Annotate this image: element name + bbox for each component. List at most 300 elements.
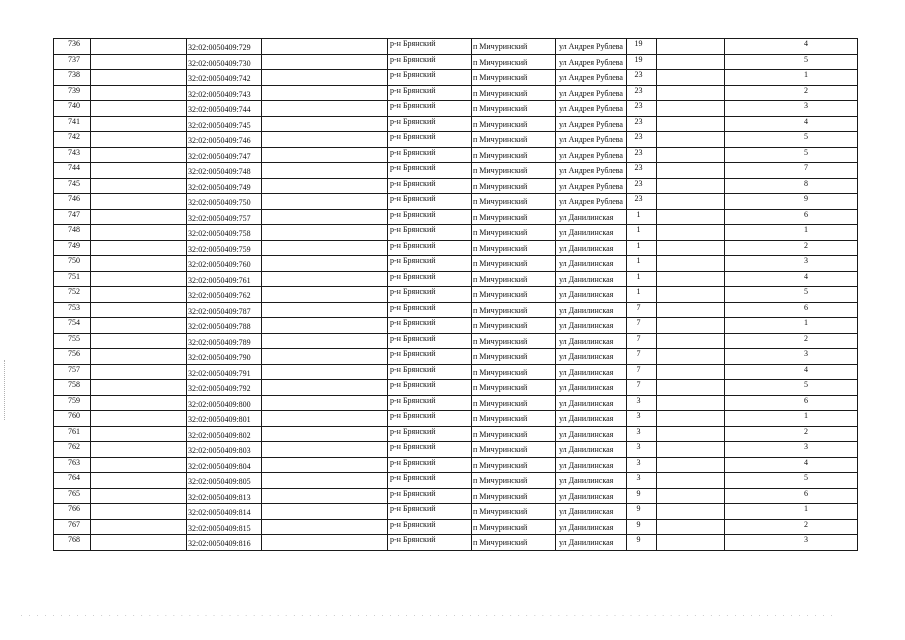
empty-cell-cell bbox=[262, 519, 388, 535]
apartment-number: 6 bbox=[804, 302, 808, 312]
street-cell bbox=[556, 395, 627, 411]
settlement-cell bbox=[472, 209, 556, 225]
empty-cell-cell bbox=[91, 225, 187, 241]
row-number: 755 bbox=[68, 333, 80, 343]
empty-cell-cell bbox=[91, 39, 187, 55]
street-cell bbox=[556, 457, 627, 473]
settlement: п Мичуринский bbox=[473, 414, 528, 423]
cadastral-number: 32:02:0050409:792 bbox=[188, 384, 251, 393]
row-number: 759 bbox=[68, 395, 80, 405]
district: р-н Брянский bbox=[390, 271, 436, 281]
empty-cell-cell bbox=[91, 163, 187, 179]
cadastral-number: 32:02:0050409:788 bbox=[188, 322, 251, 331]
row-number: 741 bbox=[68, 116, 80, 126]
street: ул Андрея Рублева bbox=[559, 197, 623, 206]
empty-cell-cell bbox=[91, 70, 187, 86]
district-cell bbox=[388, 54, 472, 70]
apartment-number: 2 bbox=[804, 426, 808, 436]
apartment-number-cell bbox=[725, 488, 858, 504]
settlement: п Мичуринский bbox=[473, 166, 528, 175]
house-number-cell bbox=[627, 163, 657, 179]
row-number-cell bbox=[54, 442, 91, 458]
apartment-number: 5 bbox=[804, 54, 808, 64]
street-cell bbox=[556, 302, 627, 318]
row-number-cell bbox=[54, 395, 91, 411]
table-row bbox=[54, 519, 858, 535]
empty-cell-cell bbox=[262, 395, 388, 411]
cadastral-number: 32:02:0050409:787 bbox=[188, 306, 251, 316]
empty-cell-cell bbox=[91, 147, 187, 163]
empty-cell-cell bbox=[262, 349, 388, 365]
settlement: п Мичуринский bbox=[473, 181, 528, 191]
row-number-cell bbox=[54, 318, 91, 334]
apartment-number-cell bbox=[725, 364, 858, 380]
district-cell bbox=[388, 519, 472, 535]
row-number-cell bbox=[54, 101, 91, 117]
cadastral-number-cell bbox=[187, 194, 262, 210]
apartment-number: 9 bbox=[804, 194, 808, 203]
empty-cell-cell bbox=[91, 411, 187, 427]
settlement-cell bbox=[472, 85, 556, 101]
cadastral-number: 32:02:0050409:816 bbox=[188, 539, 251, 548]
row-number-cell bbox=[54, 380, 91, 396]
row-number-cell bbox=[54, 147, 91, 163]
row-number-cell bbox=[54, 411, 91, 427]
apartment-number: 1 bbox=[804, 504, 808, 513]
cadastral-number: 32:02:0050409:791 bbox=[188, 368, 251, 378]
empty-cell-cell bbox=[657, 147, 725, 163]
settlement: п Мичуринский bbox=[473, 538, 528, 547]
empty-cell-cell bbox=[262, 101, 388, 117]
house-number-cell bbox=[627, 240, 657, 256]
cadastral-number-cell bbox=[187, 132, 262, 148]
house-number-cell bbox=[627, 318, 657, 334]
street-cell bbox=[556, 271, 627, 287]
street-cell bbox=[556, 70, 627, 86]
house-number-cell bbox=[627, 411, 657, 427]
street: ул Андрея Рублева bbox=[559, 181, 623, 191]
street: ул Данилинская bbox=[559, 305, 614, 315]
apartment-number-cell bbox=[725, 535, 858, 551]
house-number: 3 bbox=[636, 442, 641, 451]
table-row bbox=[54, 380, 858, 396]
house-number-cell bbox=[627, 101, 657, 117]
street-cell bbox=[556, 163, 627, 179]
row-number: 747 bbox=[68, 209, 80, 219]
cadastral-number: 32:02:0050409:742 bbox=[188, 74, 251, 83]
scan-artifact-dots: . . . . . . . . . . . . . . . . . . . . . . . . . . . . . . . . . . . . . . . . . . . . . . . . . . . . . . . . . . . . . . . . . . . . . . . . . . . . . . . . . . . . . . . . . . . . . . . . . . . . . . bbox=[20, 612, 835, 618]
cadastral-number: 32:02:0050409:814 bbox=[188, 508, 251, 517]
empty-cell-cell bbox=[657, 209, 725, 225]
apartment-number: 6 bbox=[804, 488, 808, 498]
cadastral-number-cell bbox=[187, 271, 262, 287]
empty-cell-cell bbox=[262, 426, 388, 442]
row-number-cell bbox=[54, 349, 91, 365]
cadastral-number: 32:02:0050409:730 bbox=[188, 58, 251, 68]
table-row bbox=[54, 256, 858, 272]
cadastral-number-cell bbox=[187, 318, 262, 334]
district: р-н Брянский bbox=[390, 70, 436, 79]
row-number: 753 bbox=[68, 302, 80, 312]
house-number: 23 bbox=[634, 70, 643, 79]
settlement-cell bbox=[472, 457, 556, 473]
apartment-number: 4 bbox=[804, 364, 808, 374]
district-cell bbox=[388, 333, 472, 349]
row-number-cell bbox=[54, 256, 91, 272]
settlement-cell bbox=[472, 504, 556, 520]
row-number: 767 bbox=[68, 519, 80, 529]
row-number: 761 bbox=[68, 426, 80, 436]
empty-cell-cell bbox=[262, 457, 388, 473]
row-number-cell bbox=[54, 54, 91, 70]
empty-cell-cell bbox=[91, 380, 187, 396]
street: ул Данилинская bbox=[559, 445, 614, 454]
settlement-cell bbox=[472, 256, 556, 272]
street: ул Андрея Рублева bbox=[559, 57, 623, 67]
apartment-number-cell bbox=[725, 70, 858, 86]
street: ул Данилинская bbox=[559, 398, 614, 408]
settlement-cell bbox=[472, 287, 556, 303]
cadastral-number-cell bbox=[187, 504, 262, 520]
cadastral-number: 32:02:0050409:801 bbox=[188, 415, 251, 424]
empty-cell-cell bbox=[262, 380, 388, 396]
row-number: 740 bbox=[68, 101, 80, 110]
settlement: п Мичуринский bbox=[473, 104, 528, 113]
district: р-н Брянский bbox=[390, 473, 436, 482]
house-number-cell bbox=[627, 302, 657, 318]
row-number-cell bbox=[54, 70, 91, 86]
empty-cell-cell bbox=[657, 85, 725, 101]
settlement: п Мичуринский bbox=[473, 352, 528, 361]
street-cell bbox=[556, 178, 627, 194]
street-cell bbox=[556, 132, 627, 148]
apartment-number-cell bbox=[725, 256, 858, 272]
street: ул Андрея Рублева bbox=[559, 135, 623, 144]
empty-cell-cell bbox=[262, 333, 388, 349]
empty-cell-cell bbox=[91, 287, 187, 303]
district: р-н Брянский bbox=[390, 163, 436, 172]
district: р-н Брянский bbox=[390, 349, 436, 358]
district: р-н Брянский bbox=[390, 54, 436, 64]
district-cell bbox=[388, 380, 472, 396]
row-number: 756 bbox=[68, 349, 80, 358]
apartment-number-cell bbox=[725, 426, 858, 442]
settlement-cell bbox=[472, 442, 556, 458]
house-number: 19 bbox=[634, 54, 643, 64]
street-cell bbox=[556, 380, 627, 396]
street: ул Андрея Рублева bbox=[559, 73, 623, 82]
cadastral-number-cell bbox=[187, 395, 262, 411]
settlement: п Мичуринский bbox=[473, 243, 528, 253]
settlement: п Мичуринский bbox=[473, 398, 528, 408]
table-row bbox=[54, 395, 858, 411]
settlement-cell bbox=[472, 194, 556, 210]
settlement: п Мичуринский bbox=[473, 197, 528, 206]
district: р-н Брянский bbox=[390, 519, 436, 529]
cadastral-number-cell bbox=[187, 256, 262, 272]
empty-cell-cell bbox=[657, 535, 725, 551]
row-number: 748 bbox=[68, 225, 80, 234]
cadastral-number-cell bbox=[187, 163, 262, 179]
settlement-cell bbox=[472, 302, 556, 318]
cadastral-number: 32:02:0050409:813 bbox=[188, 492, 251, 502]
house-number: 3 bbox=[636, 473, 641, 482]
apartment-number-cell bbox=[725, 271, 858, 287]
house-number: 1 bbox=[636, 256, 641, 265]
empty-cell-cell bbox=[262, 116, 388, 132]
empty-cell-cell bbox=[91, 209, 187, 225]
district: р-н Брянский bbox=[390, 504, 436, 513]
settlement: п Мичуринский bbox=[473, 522, 528, 532]
row-number-cell bbox=[54, 194, 91, 210]
cadastral-number-cell bbox=[187, 380, 262, 396]
empty-cell-cell bbox=[91, 488, 187, 504]
row-number-cell bbox=[54, 302, 91, 318]
house-number-cell bbox=[627, 349, 657, 365]
house-number: 1 bbox=[636, 225, 641, 234]
house-number: 9 bbox=[636, 504, 641, 513]
cadastral-number: 32:02:0050409:757 bbox=[188, 213, 251, 223]
cadastral-number-cell bbox=[187, 39, 262, 55]
row-number: 760 bbox=[68, 411, 80, 420]
cadastral-number: 32:02:0050409:750 bbox=[188, 198, 251, 207]
row-number-cell bbox=[54, 85, 91, 101]
house-number-cell bbox=[627, 54, 657, 70]
empty-cell-cell bbox=[262, 54, 388, 70]
apartment-number: 1 bbox=[804, 70, 808, 79]
table-row bbox=[54, 488, 858, 504]
empty-cell-cell bbox=[657, 256, 725, 272]
apartment-number-cell bbox=[725, 209, 858, 225]
empty-cell-cell bbox=[91, 240, 187, 256]
empty-cell-cell bbox=[262, 209, 388, 225]
empty-cell-cell bbox=[91, 349, 187, 365]
apartment-number-cell bbox=[725, 147, 858, 163]
row-number: 768 bbox=[68, 535, 80, 544]
apartment-number-cell bbox=[725, 504, 858, 520]
apartment-number: 3 bbox=[804, 349, 808, 358]
cadastral-number-cell bbox=[187, 535, 262, 551]
table-row bbox=[54, 287, 858, 303]
table-row bbox=[54, 442, 858, 458]
street-cell bbox=[556, 535, 627, 551]
row-number: 742 bbox=[68, 132, 80, 141]
settlement-cell bbox=[472, 519, 556, 535]
table-row bbox=[54, 39, 858, 55]
house-number: 7 bbox=[636, 364, 641, 374]
district-cell bbox=[388, 411, 472, 427]
apartment-number: 4 bbox=[804, 457, 808, 467]
house-number: 23 bbox=[634, 163, 643, 172]
street-cell bbox=[556, 225, 627, 241]
apartment-number: 3 bbox=[804, 256, 808, 265]
settlement: п Мичуринский bbox=[473, 42, 528, 51]
table-row bbox=[54, 535, 858, 551]
district-cell bbox=[388, 85, 472, 101]
empty-cell-cell bbox=[91, 256, 187, 272]
apartment-number: 4 bbox=[804, 39, 808, 48]
house-number: 1 bbox=[636, 240, 641, 250]
apartment-number: 3 bbox=[804, 535, 808, 544]
apartment-number-cell bbox=[725, 442, 858, 458]
street: ул Данилинская bbox=[559, 522, 614, 532]
district-cell bbox=[388, 163, 472, 179]
empty-cell-cell bbox=[262, 70, 388, 86]
table-body bbox=[54, 39, 858, 551]
district: р-н Брянский bbox=[390, 411, 436, 420]
row-number-cell bbox=[54, 287, 91, 303]
empty-cell-cell bbox=[91, 318, 187, 334]
empty-cell-cell bbox=[657, 178, 725, 194]
cadastral-number: 32:02:0050409:746 bbox=[188, 136, 251, 145]
settlement: п Мичуринский bbox=[473, 445, 528, 454]
table-row bbox=[54, 364, 858, 380]
settlement-cell bbox=[472, 318, 556, 334]
house-number: 23 bbox=[634, 147, 643, 157]
settlement: п Мичуринский bbox=[473, 429, 528, 439]
house-number-cell bbox=[627, 364, 657, 380]
empty-cell-cell bbox=[657, 442, 725, 458]
table-row bbox=[54, 132, 858, 148]
district: р-н Брянский bbox=[390, 194, 436, 203]
empty-cell-cell bbox=[262, 442, 388, 458]
row-number: 751 bbox=[68, 271, 80, 281]
empty-cell-cell bbox=[262, 256, 388, 272]
row-number: 763 bbox=[68, 457, 80, 467]
apartment-number: 3 bbox=[804, 442, 808, 451]
table-row bbox=[54, 178, 858, 194]
house-number-cell bbox=[627, 473, 657, 489]
house-number: 3 bbox=[636, 411, 641, 420]
table-row bbox=[54, 457, 858, 473]
apartment-number: 2 bbox=[804, 85, 808, 95]
house-number: 23 bbox=[634, 101, 643, 110]
empty-cell-cell bbox=[91, 132, 187, 148]
cadastral-number: 32:02:0050409:802 bbox=[188, 430, 251, 440]
house-number-cell bbox=[627, 39, 657, 55]
row-number: 754 bbox=[68, 318, 80, 327]
cadastral-number-cell bbox=[187, 287, 262, 303]
cadastral-number-cell bbox=[187, 488, 262, 504]
cadastral-number-cell bbox=[187, 147, 262, 163]
street: ул Данилинская bbox=[559, 507, 614, 516]
cadastral-number: 32:02:0050409:803 bbox=[188, 446, 251, 455]
street-cell bbox=[556, 333, 627, 349]
empty-cell-cell bbox=[91, 457, 187, 473]
apartment-number-cell bbox=[725, 333, 858, 349]
house-number: 23 bbox=[634, 178, 643, 188]
table-row bbox=[54, 54, 858, 70]
house-number: 3 bbox=[636, 457, 641, 467]
table-row bbox=[54, 473, 858, 489]
cadastral-number: 32:02:0050409:729 bbox=[188, 43, 251, 52]
row-number-cell bbox=[54, 504, 91, 520]
house-number: 7 bbox=[636, 333, 641, 343]
district-cell bbox=[388, 116, 472, 132]
row-number: 764 bbox=[68, 473, 80, 482]
empty-cell-cell bbox=[657, 101, 725, 117]
empty-cell-cell bbox=[657, 395, 725, 411]
district-cell bbox=[388, 473, 472, 489]
table-row bbox=[54, 349, 858, 365]
district: р-н Брянский bbox=[390, 488, 436, 498]
empty-cell-cell bbox=[657, 70, 725, 86]
apartment-number-cell bbox=[725, 302, 858, 318]
street: ул Данилинская bbox=[559, 367, 614, 377]
street: ул Данилинская bbox=[559, 538, 614, 547]
house-number: 9 bbox=[636, 488, 641, 498]
empty-cell-cell bbox=[91, 194, 187, 210]
empty-cell-cell bbox=[657, 333, 725, 349]
apartment-number: 5 bbox=[804, 132, 808, 141]
row-number: 752 bbox=[68, 287, 80, 296]
street: ул Данилинская bbox=[559, 243, 614, 253]
cadastral-number-cell bbox=[187, 411, 262, 427]
empty-cell-cell bbox=[91, 473, 187, 489]
empty-cell-cell bbox=[91, 504, 187, 520]
cadastral-number-cell bbox=[187, 70, 262, 86]
settlement: п Мичуринский bbox=[473, 119, 528, 129]
settlement: п Мичуринский bbox=[473, 321, 528, 330]
settlement-cell bbox=[472, 380, 556, 396]
empty-cell-cell bbox=[657, 488, 725, 504]
street-cell bbox=[556, 349, 627, 365]
cadastral-number: 32:02:0050409:761 bbox=[188, 275, 251, 285]
district: р-н Брянский bbox=[390, 225, 436, 234]
table-row bbox=[54, 302, 858, 318]
house-number-cell bbox=[627, 256, 657, 272]
district-cell bbox=[388, 225, 472, 241]
cadastral-number-cell bbox=[187, 349, 262, 365]
row-number: 743 bbox=[68, 147, 80, 157]
house-number: 23 bbox=[634, 116, 643, 126]
district: р-н Брянский bbox=[390, 178, 436, 188]
table-row bbox=[54, 504, 858, 520]
apartment-number-cell bbox=[725, 395, 858, 411]
cadastral-number: 32:02:0050409:749 bbox=[188, 182, 251, 192]
row-number: 736 bbox=[68, 39, 80, 48]
cadastral-number-cell bbox=[187, 225, 262, 241]
empty-cell-cell bbox=[262, 147, 388, 163]
street-cell bbox=[556, 318, 627, 334]
cadastral-number: 32:02:0050409:759 bbox=[188, 244, 251, 254]
empty-cell-cell bbox=[91, 116, 187, 132]
settlement: п Мичуринский bbox=[473, 135, 528, 144]
house-number-cell bbox=[627, 194, 657, 210]
district: р-н Брянский bbox=[390, 457, 436, 467]
district: р-н Брянский bbox=[390, 535, 436, 544]
cadastral-table bbox=[53, 38, 858, 551]
settlement-cell bbox=[472, 333, 556, 349]
row-number: 738 bbox=[68, 70, 80, 79]
street-cell bbox=[556, 54, 627, 70]
apartment-number: 7 bbox=[804, 163, 808, 172]
settlement-cell bbox=[472, 411, 556, 427]
empty-cell-cell bbox=[657, 349, 725, 365]
street-cell bbox=[556, 426, 627, 442]
apartment-number: 8 bbox=[804, 178, 808, 188]
cadastral-number-cell bbox=[187, 178, 262, 194]
district-cell bbox=[388, 488, 472, 504]
empty-cell-cell bbox=[262, 163, 388, 179]
district: р-н Брянский bbox=[390, 209, 436, 219]
street-cell bbox=[556, 442, 627, 458]
row-number-cell bbox=[54, 426, 91, 442]
cadastral-number-cell bbox=[187, 333, 262, 349]
street: ул Данилинская bbox=[559, 491, 614, 501]
house-number: 23 bbox=[634, 194, 643, 203]
settlement-cell bbox=[472, 101, 556, 117]
